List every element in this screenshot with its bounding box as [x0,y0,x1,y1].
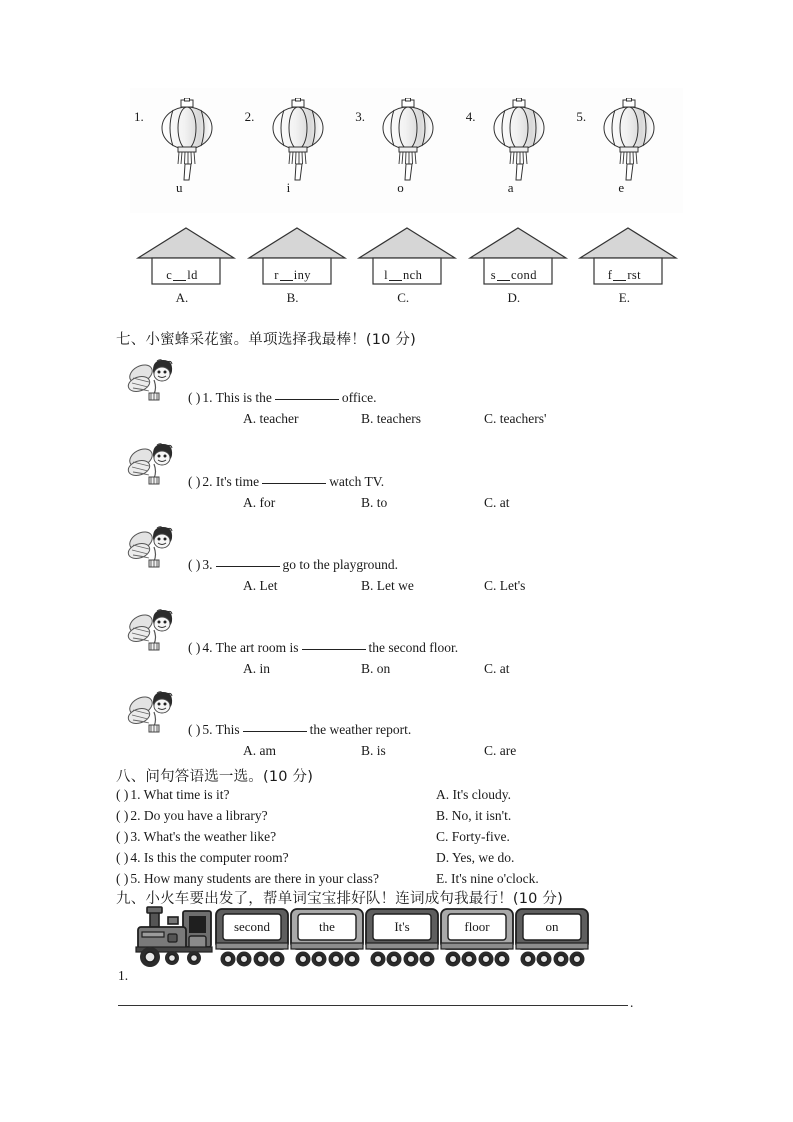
answer-blank [243,731,307,732]
answer-bracket[interactable]: ( ) [188,722,201,737]
match-answer-b[interactable]: B. No, it isn't. [436,808,512,823]
lantern-icon [598,98,660,187]
mcq-question-3[interactable] [188,557,398,573]
answer-bracket[interactable]: ( ) [116,829,129,844]
option-b[interactable]: B. on [361,661,391,676]
answer-blank [275,399,339,400]
match-question-2[interactable] [116,808,268,824]
option-a[interactable]: A. Let [243,578,278,593]
house-item[interactable] [462,224,573,310]
question-text-after: the weather report. [309,722,412,737]
house-word-prefix: l [384,268,388,282]
house-label: D. [507,290,521,305]
lantern-row [130,88,683,213]
train-car [291,909,363,967]
lantern-item[interactable] [241,88,352,213]
option-b[interactable]: B. to [361,495,388,510]
lantern-panel [130,88,683,213]
option-c[interactable]: C. are [484,743,517,758]
locomotive-icon [136,907,212,967]
mcq-options-2 [243,495,663,511]
lantern-icon [267,98,329,187]
house-word-suffix: ld [187,268,198,282]
question-text-before: This [215,722,240,737]
train-car-word[interactable]: It's [394,919,410,934]
house-label: B. [286,290,299,305]
house-icon [576,224,680,291]
answer-bracket[interactable]: ( ) [116,850,129,865]
match-question-text: 2. Do you have a library? [130,808,268,823]
bee-icon [127,442,177,495]
lantern-item[interactable] [130,88,241,213]
answer-bracket[interactable]: ( ) [188,640,201,655]
house-word-suffix: iny [293,268,311,282]
lantern-number: 1. [134,109,144,124]
match-question-text: 3. What's the weather like? [130,829,277,844]
option-c[interactable]: C. teachers' [484,411,547,426]
lantern-item[interactable] [462,88,573,213]
lantern-letter: i [286,180,291,195]
question-text-after: watch TV. [329,474,385,489]
answer-bracket[interactable]: ( ) [116,871,129,886]
lantern-letter: a [507,180,514,195]
mcq-options-3 [243,578,663,594]
mcq-options-4 [243,661,663,677]
option-a[interactable]: A. am [243,743,276,758]
lantern-letter: u [176,180,183,195]
house-label: E. [618,290,630,305]
answer-number: 1. [118,968,129,983]
option-b[interactable]: B. teachers [361,411,421,426]
question-number: 3. [202,557,213,572]
question-number: 4. [202,640,213,655]
mcq-question-4[interactable] [188,640,458,656]
question-text-after: office. [341,390,377,405]
answer-bracket[interactable]: ( ) [188,474,201,489]
lantern-number: 3. [355,109,365,124]
option-a[interactable]: A. for [243,495,276,510]
train-car-word[interactable]: floor [464,919,490,934]
lantern-item[interactable] [351,88,462,213]
option-a[interactable]: A. in [243,661,270,676]
option-b[interactable]: B. is [361,743,386,758]
lantern-letter: e [618,180,625,195]
mcq-question-5[interactable] [188,722,411,738]
question-text-before: The art room is [215,640,299,655]
lantern-number: 4. [465,109,476,124]
answer-blank [262,483,326,484]
house-icon [355,224,459,291]
question-number: 5. [202,722,213,737]
bee-icon [127,358,177,411]
house-item[interactable] [572,224,683,310]
house-word-prefix: c [166,268,173,282]
answer-write-line[interactable] [118,1005,628,1006]
house-item[interactable] [351,224,462,310]
question-number: 1. [202,390,213,405]
house-label: A. [175,290,189,305]
option-a[interactable]: A. teacher [243,411,299,426]
answer-bracket[interactable]: ( ) [188,557,201,572]
lantern-icon [488,98,550,187]
house-word-prefix: f [607,268,613,282]
mcq-question-1[interactable] [188,390,377,406]
train-car [216,909,288,967]
answer-period: . [630,995,634,1010]
section-seven-heading: 七、小蜜蜂采花蜜。单项选择我最棒！(10 分) [116,332,416,348]
match-question-5[interactable] [116,871,379,887]
answer-blank [216,566,280,567]
train-car-word[interactable]: on [545,919,559,934]
match-answer-c[interactable]: C. Forty-five. [436,829,510,844]
match-question-4[interactable] [116,850,289,866]
section-nine-heading: 九、小火车要出发了，帮单词宝宝排好队！连词成句我最行！(10 分) [116,891,563,907]
answer-bracket[interactable]: ( ) [188,390,201,405]
train-car [366,909,438,967]
house-row [130,224,683,310]
match-answer-d[interactable]: D. Yes, we do. [436,850,515,865]
option-b[interactable]: B. Let we [361,578,414,593]
house-item[interactable] [241,224,352,310]
house-item[interactable] [130,224,241,310]
answer-blank [302,649,366,650]
train-car-word[interactable]: second [233,919,271,934]
answer-bracket[interactable]: ( ) [116,808,129,823]
lantern-letter: o [397,180,404,195]
match-question-text: 5. How many students are there in your class? [130,871,379,886]
option-c[interactable]: C. at [484,495,510,510]
match-answer-e[interactable]: E. It's nine o'clock. [436,871,539,886]
train-car-word[interactable]: the [319,919,335,934]
train-car [516,909,588,967]
mcq-options-5 [243,743,663,759]
house-word-prefix: r [274,268,279,282]
match-question-1[interactable] [116,787,229,803]
bee-icon [127,525,177,578]
house-word-suffix: cond [510,268,537,282]
question-text-before: This is the [215,390,272,405]
house-icon [134,224,238,291]
mcq-options-1 [243,411,663,427]
section-eight-heading: 八、问句答语选一选。(10 分) [116,769,314,785]
house-label: C. [397,290,410,305]
lantern-icon [377,98,439,187]
question-text-after: go to the playground. [282,557,398,572]
option-c[interactable]: C. at [484,661,510,676]
answer-bracket[interactable]: ( ) [116,787,129,802]
train-car [441,909,513,967]
mcq-question-2[interactable] [188,474,384,490]
question-number: 2. [202,474,213,489]
bee-icon [127,690,177,743]
house-panel [130,224,683,310]
lantern-number: 5. [576,109,587,124]
house-icon [466,224,570,291]
house-word-suffix: nch [403,268,423,282]
match-question-text: 4. Is this the computer room? [130,850,289,865]
question-text-after: the second floor. [368,640,459,655]
house-word-prefix: s [490,268,496,282]
match-question-text: 1. What time is it? [130,787,230,802]
question-text-before: It's time [215,474,260,489]
house-word-suffix: rst [627,268,642,282]
match-question-3[interactable] [116,829,276,845]
lantern-icon [156,98,218,187]
bee-icon [127,608,177,661]
match-answer-a[interactable]: A. It's cloudy. [436,787,512,802]
word-train [128,905,593,978]
house-icon [245,224,349,291]
option-c[interactable]: C. Let's [484,578,526,593]
lantern-item[interactable] [572,88,683,213]
lantern-number: 2. [244,109,255,124]
